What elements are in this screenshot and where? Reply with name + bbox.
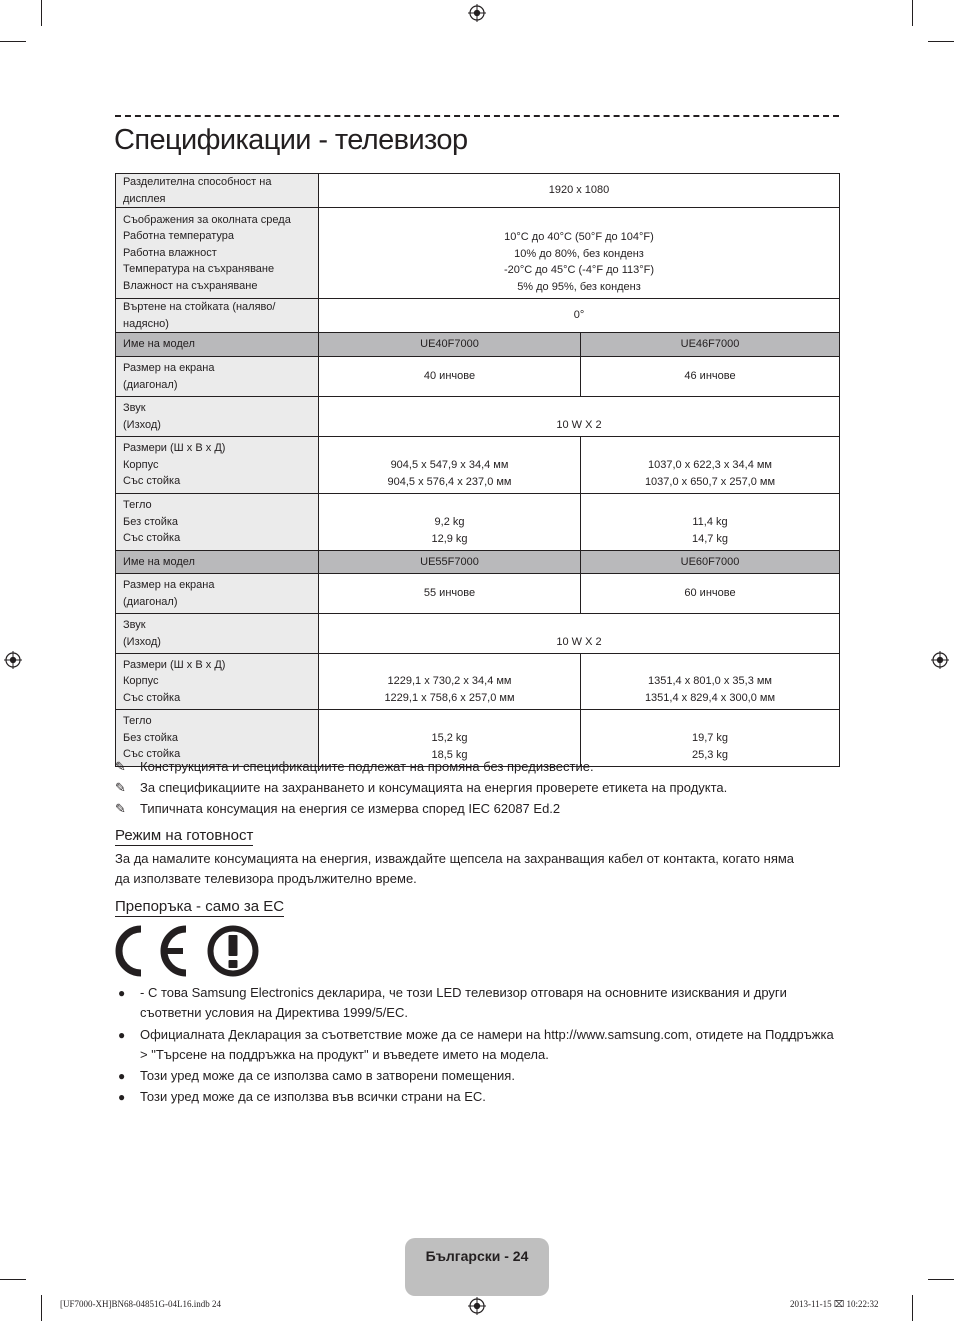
page-number-label: Български - 24 bbox=[425, 1248, 529, 1264]
spec-value-line: 14,7 kg bbox=[691, 532, 729, 545]
registration-mark-icon bbox=[468, 4, 486, 22]
spec-label-line: Със стойка bbox=[123, 532, 181, 545]
spec-label-line: (диагонал) bbox=[123, 595, 178, 608]
model-name: UE60F7000 bbox=[581, 551, 840, 574]
registration-mark-icon bbox=[4, 651, 22, 669]
spec-label-line: Корпус bbox=[123, 675, 159, 688]
crop-mark bbox=[928, 41, 954, 42]
list-item-text: - С това Samsung Electronics декларира, че този LED телевизор отговаря на основните изисквания и други съответни условия на Директива 1999/5/ЕС. bbox=[140, 985, 787, 1020]
standby-text: За да намалите консумацията на енергия, изваждайте щепсела на захранващия кабел от контакта, когато няма да използвате телевизора продължително време. bbox=[115, 851, 795, 886]
spec-label-line: Размери (Ш x В x Д) bbox=[123, 658, 226, 671]
spec-value: 0° bbox=[319, 299, 840, 333]
spec-value-line: 1351,4 x 829,4 x 300,0 мм bbox=[644, 691, 776, 704]
spec-value-line: 9,2 kg bbox=[434, 516, 465, 528]
spec-row-screen-size bbox=[116, 574, 840, 614]
spec-label-line: Без стойка bbox=[123, 731, 179, 744]
model-name: UE55F7000 bbox=[319, 551, 581, 574]
spec-row-model-name bbox=[116, 551, 840, 574]
spec-value-line: 25,3 kg bbox=[691, 748, 729, 761]
spec-label-line: Със стойка bbox=[123, 748, 181, 761]
spec-label bbox=[116, 494, 319, 551]
spec-value-line: 15,2 kg bbox=[431, 732, 468, 744]
spec-label-line: Звук bbox=[123, 402, 146, 414]
crop-mark bbox=[912, 0, 913, 26]
spec-label bbox=[116, 654, 319, 710]
spec-label bbox=[116, 437, 319, 494]
spec-value bbox=[581, 494, 840, 551]
list-item bbox=[115, 1087, 835, 1107]
spec-label-line: Звук bbox=[123, 619, 146, 631]
list-item-text: Този уред може да се използва само в затворени помещения. bbox=[140, 1068, 515, 1083]
spec-value: 46 инчове bbox=[581, 357, 840, 397]
spec-value: 40 инчове bbox=[319, 357, 581, 397]
spec-row-sound bbox=[116, 397, 840, 437]
spec-value bbox=[581, 654, 840, 710]
spec-label-line: Със стойка bbox=[123, 475, 181, 488]
spec-row-dimensions bbox=[116, 437, 840, 494]
spec-value-line: 10% до 80%, без конденз bbox=[514, 247, 644, 260]
compliance-marks bbox=[114, 925, 260, 977]
spec-label bbox=[116, 357, 319, 397]
note-item bbox=[115, 756, 727, 777]
bullet-dot-icon: ● bbox=[118, 1069, 126, 1083]
spec-row-screen-size bbox=[116, 357, 840, 397]
registration-mark-icon bbox=[468, 1297, 486, 1315]
spec-label-line: Размери (Ш x В x Д) bbox=[123, 442, 226, 455]
title-dotted-rule bbox=[115, 115, 839, 117]
spec-value-line: 1229,1 x 730,2 x 34,4 мм bbox=[387, 675, 512, 687]
pencil-note-icon: ✎ bbox=[115, 801, 126, 816]
spec-label: Въртене на стойката (наляво/надясно) bbox=[116, 299, 319, 333]
spec-value: 55 инчове bbox=[319, 574, 581, 614]
note-item bbox=[115, 777, 727, 798]
spec-value-line: 12,9 kg bbox=[431, 532, 468, 545]
page-title: Спецификации - телевизор bbox=[114, 124, 468, 156]
spec-label bbox=[116, 397, 319, 437]
spec-value: 10 W X 2 bbox=[319, 397, 840, 437]
eu-bullet-list bbox=[115, 983, 835, 1108]
spec-value: 60 инчове bbox=[581, 574, 840, 614]
spec-value bbox=[319, 654, 581, 710]
crop-mark bbox=[41, 1295, 42, 1321]
note-text: За спецификациите на захранването и консумацията на енергия проверете етикета на продукта. bbox=[140, 780, 728, 795]
crop-mark bbox=[0, 1279, 26, 1280]
note-text: Конструкцията и спецификациите подлежат на промяна без предизвестие. bbox=[140, 759, 594, 774]
print-slug-file: [UF7000-XH]BN68-04851G-04L16.indb 24 bbox=[60, 1299, 221, 1309]
spec-value-line: 904,5 x 547,9 x 34,4 мм bbox=[390, 459, 509, 471]
spec-value bbox=[319, 494, 581, 551]
notes-list bbox=[115, 756, 727, 819]
spec-row-stand-swivel bbox=[116, 299, 840, 333]
spec-value bbox=[319, 437, 581, 494]
list-item-text: Този уред може да се използва във всички страни на ЕС. bbox=[140, 1089, 486, 1104]
spec-label-line: Тегло bbox=[123, 499, 152, 512]
spec-value-line: 11,4 kg bbox=[692, 516, 728, 528]
spec-label bbox=[116, 208, 319, 299]
spec-value-line: 1229,1 x 758,6 x 257,0 мм bbox=[384, 691, 515, 704]
pencil-note-icon: ✎ bbox=[115, 780, 126, 795]
spec-value-line: 19,7 kg bbox=[691, 732, 729, 744]
list-item bbox=[115, 1066, 835, 1086]
spec-row-weight bbox=[116, 494, 840, 551]
ce-mark-icon bbox=[114, 925, 194, 977]
spec-label-line: Размер на екрана bbox=[123, 362, 215, 374]
spec-label-line: Със стойка bbox=[123, 691, 181, 704]
spec-value-line: 1037,0 x 650,7 x 257,0 мм bbox=[644, 475, 776, 488]
eu-heading: Препоръка - само за ЕС bbox=[115, 898, 285, 915]
model-name: UE46F7000 bbox=[581, 333, 840, 357]
spec-value-line: 1037,0 x 622,3 x 34,4 мм bbox=[648, 459, 772, 471]
spec-row-model-name bbox=[116, 333, 840, 357]
spec-label-line: Без стойка bbox=[123, 515, 179, 528]
spec-label-line: Съображения за околната среда bbox=[123, 213, 291, 226]
page-number-tab bbox=[405, 1238, 549, 1296]
spec-value bbox=[581, 437, 840, 494]
spec-value: 1920 x 1080 bbox=[319, 174, 840, 208]
spec-label-line: Размер на екрана bbox=[123, 579, 215, 591]
spec-row-sound bbox=[116, 614, 840, 654]
spec-label: Име на модел bbox=[116, 333, 319, 357]
spec-label-line: Работна влажност bbox=[123, 246, 217, 259]
spec-label-line: Корпус bbox=[123, 458, 159, 471]
bullet-dot-icon: ● bbox=[118, 1028, 126, 1042]
spec-row-environment bbox=[116, 208, 840, 299]
list-item bbox=[115, 983, 835, 1023]
note-text: Типичната консумация на енергия се измерва според IEC 62087 Ed.2 bbox=[140, 801, 561, 816]
crop-mark bbox=[912, 1295, 913, 1321]
spec-table bbox=[115, 173, 840, 767]
note-item bbox=[115, 798, 727, 819]
bullet-dot-icon: ● bbox=[118, 1090, 126, 1104]
pencil-note-icon: ✎ bbox=[115, 759, 126, 774]
spec-row-dimensions bbox=[116, 654, 840, 710]
spec-label-line: Работна температура bbox=[123, 230, 234, 243]
bullet-dot-icon: ● bbox=[118, 986, 126, 1000]
spec-label: Разделителна способност на дисплея bbox=[116, 174, 319, 208]
spec-label-line: (Изход) bbox=[123, 635, 161, 648]
list-item bbox=[115, 1025, 835, 1065]
spec-value-line: 5% до 95%, без конденз bbox=[517, 280, 641, 293]
spec-label-line: Влажност на съхраняване bbox=[123, 279, 258, 292]
spec-value-line: 10°C до 40°C (50°F до 104°F) bbox=[504, 231, 654, 243]
spec-value-line: 904,5 x 576,4 x 237,0 мм bbox=[387, 475, 512, 488]
class-2-alert-icon bbox=[206, 925, 260, 977]
registration-mark-icon bbox=[931, 651, 949, 669]
standby-heading: Режим на готовност bbox=[115, 827, 254, 844]
spec-value-line: 1351,4 x 801,0 x 35,3 мм bbox=[648, 675, 772, 687]
spec-label-line: Тегло bbox=[123, 715, 152, 728]
spec-label bbox=[116, 614, 319, 654]
spec-label: Име на модел bbox=[116, 551, 319, 574]
spec-value bbox=[319, 208, 840, 299]
list-item-text: Официалната Декларация за съответствие може да се намери на http://www.samsung.com, отидете на Поддръжка > "Търсене на поддръжка на продукт" и въведете името на модела. bbox=[140, 1027, 834, 1062]
spec-label-line: (Изход) bbox=[123, 418, 161, 431]
crop-mark bbox=[928, 1279, 954, 1280]
spec-label bbox=[116, 574, 319, 614]
spec-label-line: Температура на съхраняване bbox=[123, 263, 275, 276]
crop-mark bbox=[41, 0, 42, 26]
spec-label-line: (диагонал) bbox=[123, 378, 178, 391]
spec-value-line: 18,5 kg bbox=[431, 748, 468, 761]
spec-value: 10 W X 2 bbox=[319, 614, 840, 654]
print-slug-timestamp: 2013-11-15 ⌧ 10:22:32 bbox=[790, 1299, 879, 1309]
model-name: UE40F7000 bbox=[319, 333, 581, 357]
spec-row-resolution bbox=[116, 174, 840, 208]
crop-mark bbox=[0, 41, 26, 42]
spec-value-line: -20°C до 45°C (-4°F до 113°F) bbox=[503, 264, 655, 276]
